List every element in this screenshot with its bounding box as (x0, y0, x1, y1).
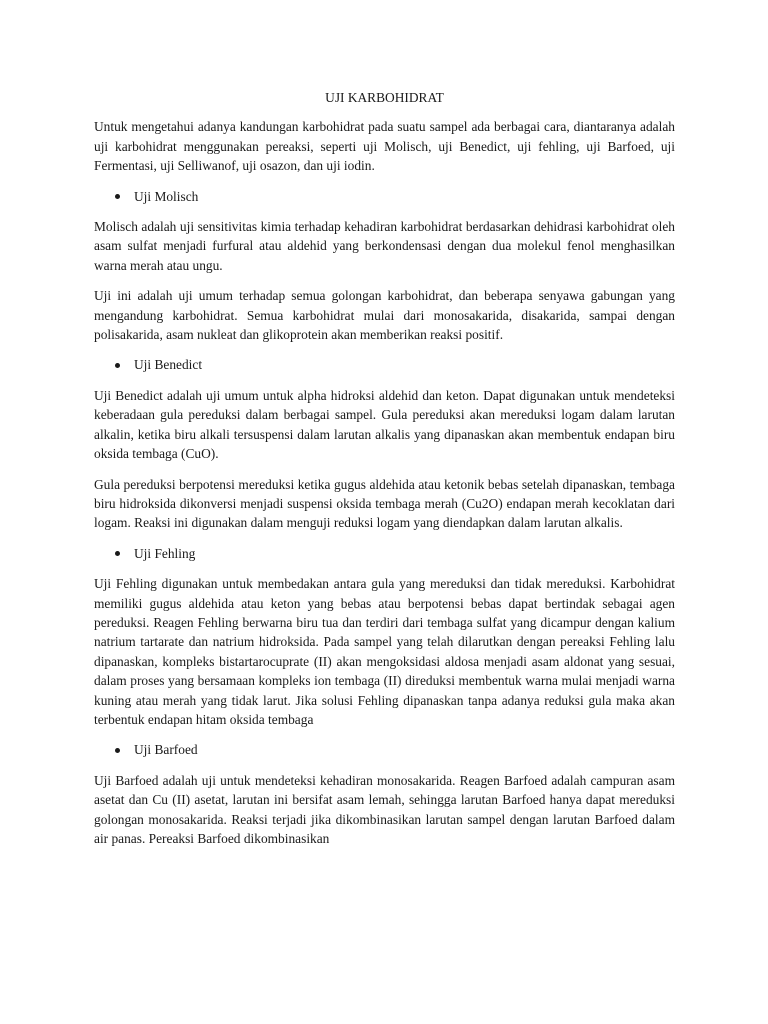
paragraph: Uji Benedict adalah uji umum untuk alpha hidroksi aldehid dan keton. Dapat digunakan untuk mendeteksi keberadaan gula pereduksi dalam berbagai sampel. Gula pereduksi akan mereduksi logam dalam larutan alkalin, ketika biru alkali tersuspensi dalam larutan alkalis yang dipanaskan akan membentuk endapan biru oksida tembaga (CuO). (94, 387, 675, 462)
document-title: UJI KARBOHIDRAT (325, 90, 444, 105)
section-heading-barfoed (94, 740, 675, 759)
paragraph: Uji ini adalah uji umum terhadap semua golongan karbohidrat, dan beberapa senyawa gabungan yang mengandung karbohidrat. Semua karbohidrat mulai dari monosakarida, disakarida, sampai dengan polisakarida, asam nukleat dan glikoprotein akan memberikan reaksi positif. (94, 288, 675, 343)
paragraph: Molisch adalah uji sensitivitas kimia terhadap kehadiran karbohidrat berdasarkan dehidrasi karbohidrat oleh asam sulfat menjadi furfural atau aldehid yang berkondensasi dengan dua molekul fenol menghasilkan warna merah atau ungu. (94, 219, 675, 273)
intro-paragraph: Untuk mengetahui adanya kandungan karbohidrat pada suatu sampel ada berbagai cara, diantaranya adalah uji karbohidrat menggunakan pereaksi, seperti uji Molisch, uji Benedict, uji fehling, uji Barfoed, uji Fermentasi, uji Selliwanof, uji osazon, dan uji iodin. (94, 119, 675, 174)
paragraph: Gula pereduksi berpotensi mereduksi ketika gugus aldehida atau ketonik bebas setelah dipanaskan, tembaga biru hidroksida dikonversi menjadi suspensi oksida tembaga merah (Cu2O) endapan merah kecoklatan dari logam. Reaksi ini digunakan dalam menguji reduksi logam yang diendapkan dalam larutan alkalis. (94, 476, 675, 531)
section-heading-benedict (94, 355, 675, 374)
bullet-icon (115, 194, 120, 199)
section-heading-fehling (94, 544, 675, 563)
bullet-icon (115, 551, 120, 556)
document-body (94, 88, 675, 859)
section-heading-text: Uji Molisch (134, 188, 199, 204)
paragraph: Uji Fehling digunakan untuk membedakan antara gula yang mereduksi dan tidak mereduksi. Karbohidrat memiliki gugus aldehida atau keton yang bebas atau berpotensi bebas dapat bertindak sebagai agen pereduksi. Reagen Fehling berwarna biru tua dan terdiri dari tembaga sulfat yang dicampur dengan kalium natrium tartarate dan natrium hidroksida. Pada sampel yang telah dilarutkan dengan pereaksi Fehling lalu dipanaskan, kompleks bistartarocuprate (II) akan mengoksidasi aldosa menjadi asam aldonat yang sesuai, dalam proses yang bersamaan kompleks ion tembaga (II) direduksi membentuk warna mulai menjadi warna kuning atau merah yang tidak larut. Jika solusi Fehling dipanaskan tanpa adanya reduksi gula maka akan terbentuk endapan hitam oksida tembaga (94, 576, 675, 727)
bullet-icon (115, 363, 120, 368)
section-heading-text: Uji Benedict (134, 357, 203, 373)
section-heading-text: Uji Barfoed (134, 742, 198, 758)
section-heading-molisch (94, 187, 675, 206)
bullet-icon (115, 748, 120, 753)
paragraph: Uji Barfoed adalah uji untuk mendeteksi kehadiran monosakarida. Reagen Barfoed adalah campuran asam asetat dan Cu (II) asetat, larutan ini bersifat asam lemah, sehingga larutan Barfoed hanya dapat mereduksi golongan monosakarida. Reaksi terjadi jika dikombinasikan larutan sampel dengan larutan Barfoed dalam air panas. Pereaksi Barfoed dikombinasikan (94, 772, 675, 846)
section-heading-text: Uji Fehling (134, 545, 196, 561)
